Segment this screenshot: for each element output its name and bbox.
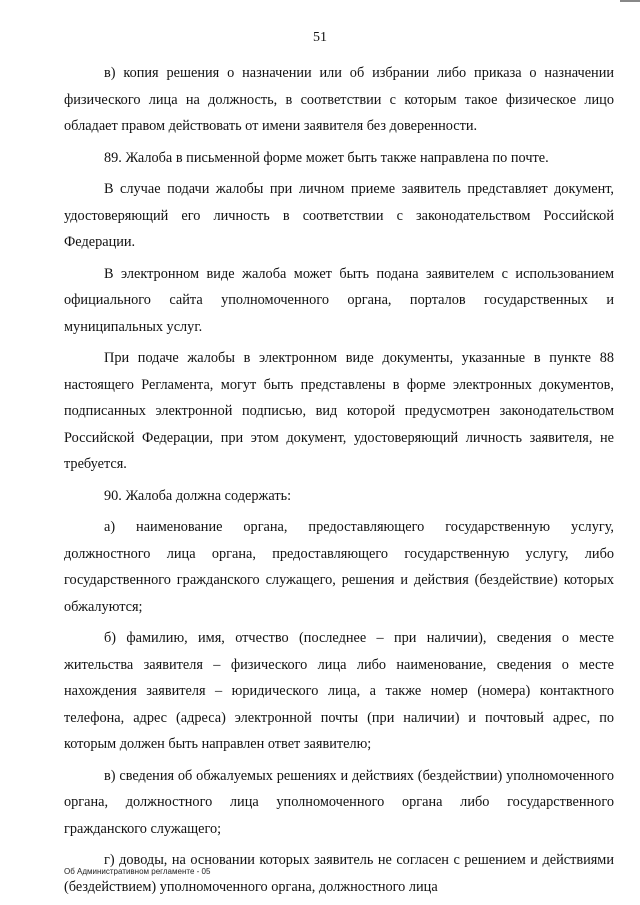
scan-edge-mark: [620, 0, 640, 2]
page-number: 51: [313, 30, 327, 45]
paragraph-electronic-submission: В электронном виде жалоба может быть подана заявителем с использованием официального сайта уполномоченного органа, порталов государственных и муниципальных услуг.: [64, 265, 614, 335]
paragraph-item-a: а) наименование органа, предоставляющего государственную услугу, должностного лица органа, предоставляющего государственную услугу, либо государственного гражданского служащего, решения и действия (бездействие) которых обжалуются;: [64, 519, 614, 615]
paragraph-item-v-copy-decision: в) копия решения о назначении или об избрании либо приказа о назначении физического лица на должность, в соответствии с которым такое физическое лицо обладает правом действовать от имени заявителя без доверенности.: [64, 65, 614, 134]
paragraph-item-g: г) доводы, на основании которых заявитель не согласен с решением и действиями (бездействием) уполномоченного органа, должностного лица: [64, 852, 614, 895]
paragraph-90: 90. Жалоба должна содержать:: [104, 487, 292, 504]
paragraph-89: 89. Жалоба в письменной форме может быть также направлена по почте.: [104, 149, 549, 166]
paragraph-item-v: в) сведения об обжалуемых решениях и действиях (бездействии) уполномоченного органа, должностного лица уполномоченного органа либо государственного гражданского служащего;: [64, 767, 614, 837]
document-body: [64, 60, 614, 905]
document-footer: Об Административном регламенте - 05: [64, 867, 211, 876]
paragraph-electronic-documents: При подаче жалобы в электронном виде документы, указанные в пункте 88 настоящего Регламента, могут быть представлены в форме электронных документов, подписанных электронной подписью, вид которой предусмотрен законодательством Российской Федерации, при этом документ, удостоверяющий личность заявителя, не требуется.: [64, 350, 614, 472]
paragraph-personal-reception: В случае подачи жалобы при личном приеме заявитель представляет документ, удостоверяющий его личность в соответствии с законодательством Российской Федерации.: [64, 181, 614, 250]
paragraph-item-b: б) фамилию, имя, отчество (последнее – при наличии), сведения о месте жительства заявителя – физического лица либо наименование, сведения о месте нахождения заявителя – юридического лица, а также номер (номера) контактного телефона, адрес (адреса) электронной почты (при наличии) и почтовый адрес, по которым должен быть направлен ответ заявителю;: [64, 630, 614, 752]
